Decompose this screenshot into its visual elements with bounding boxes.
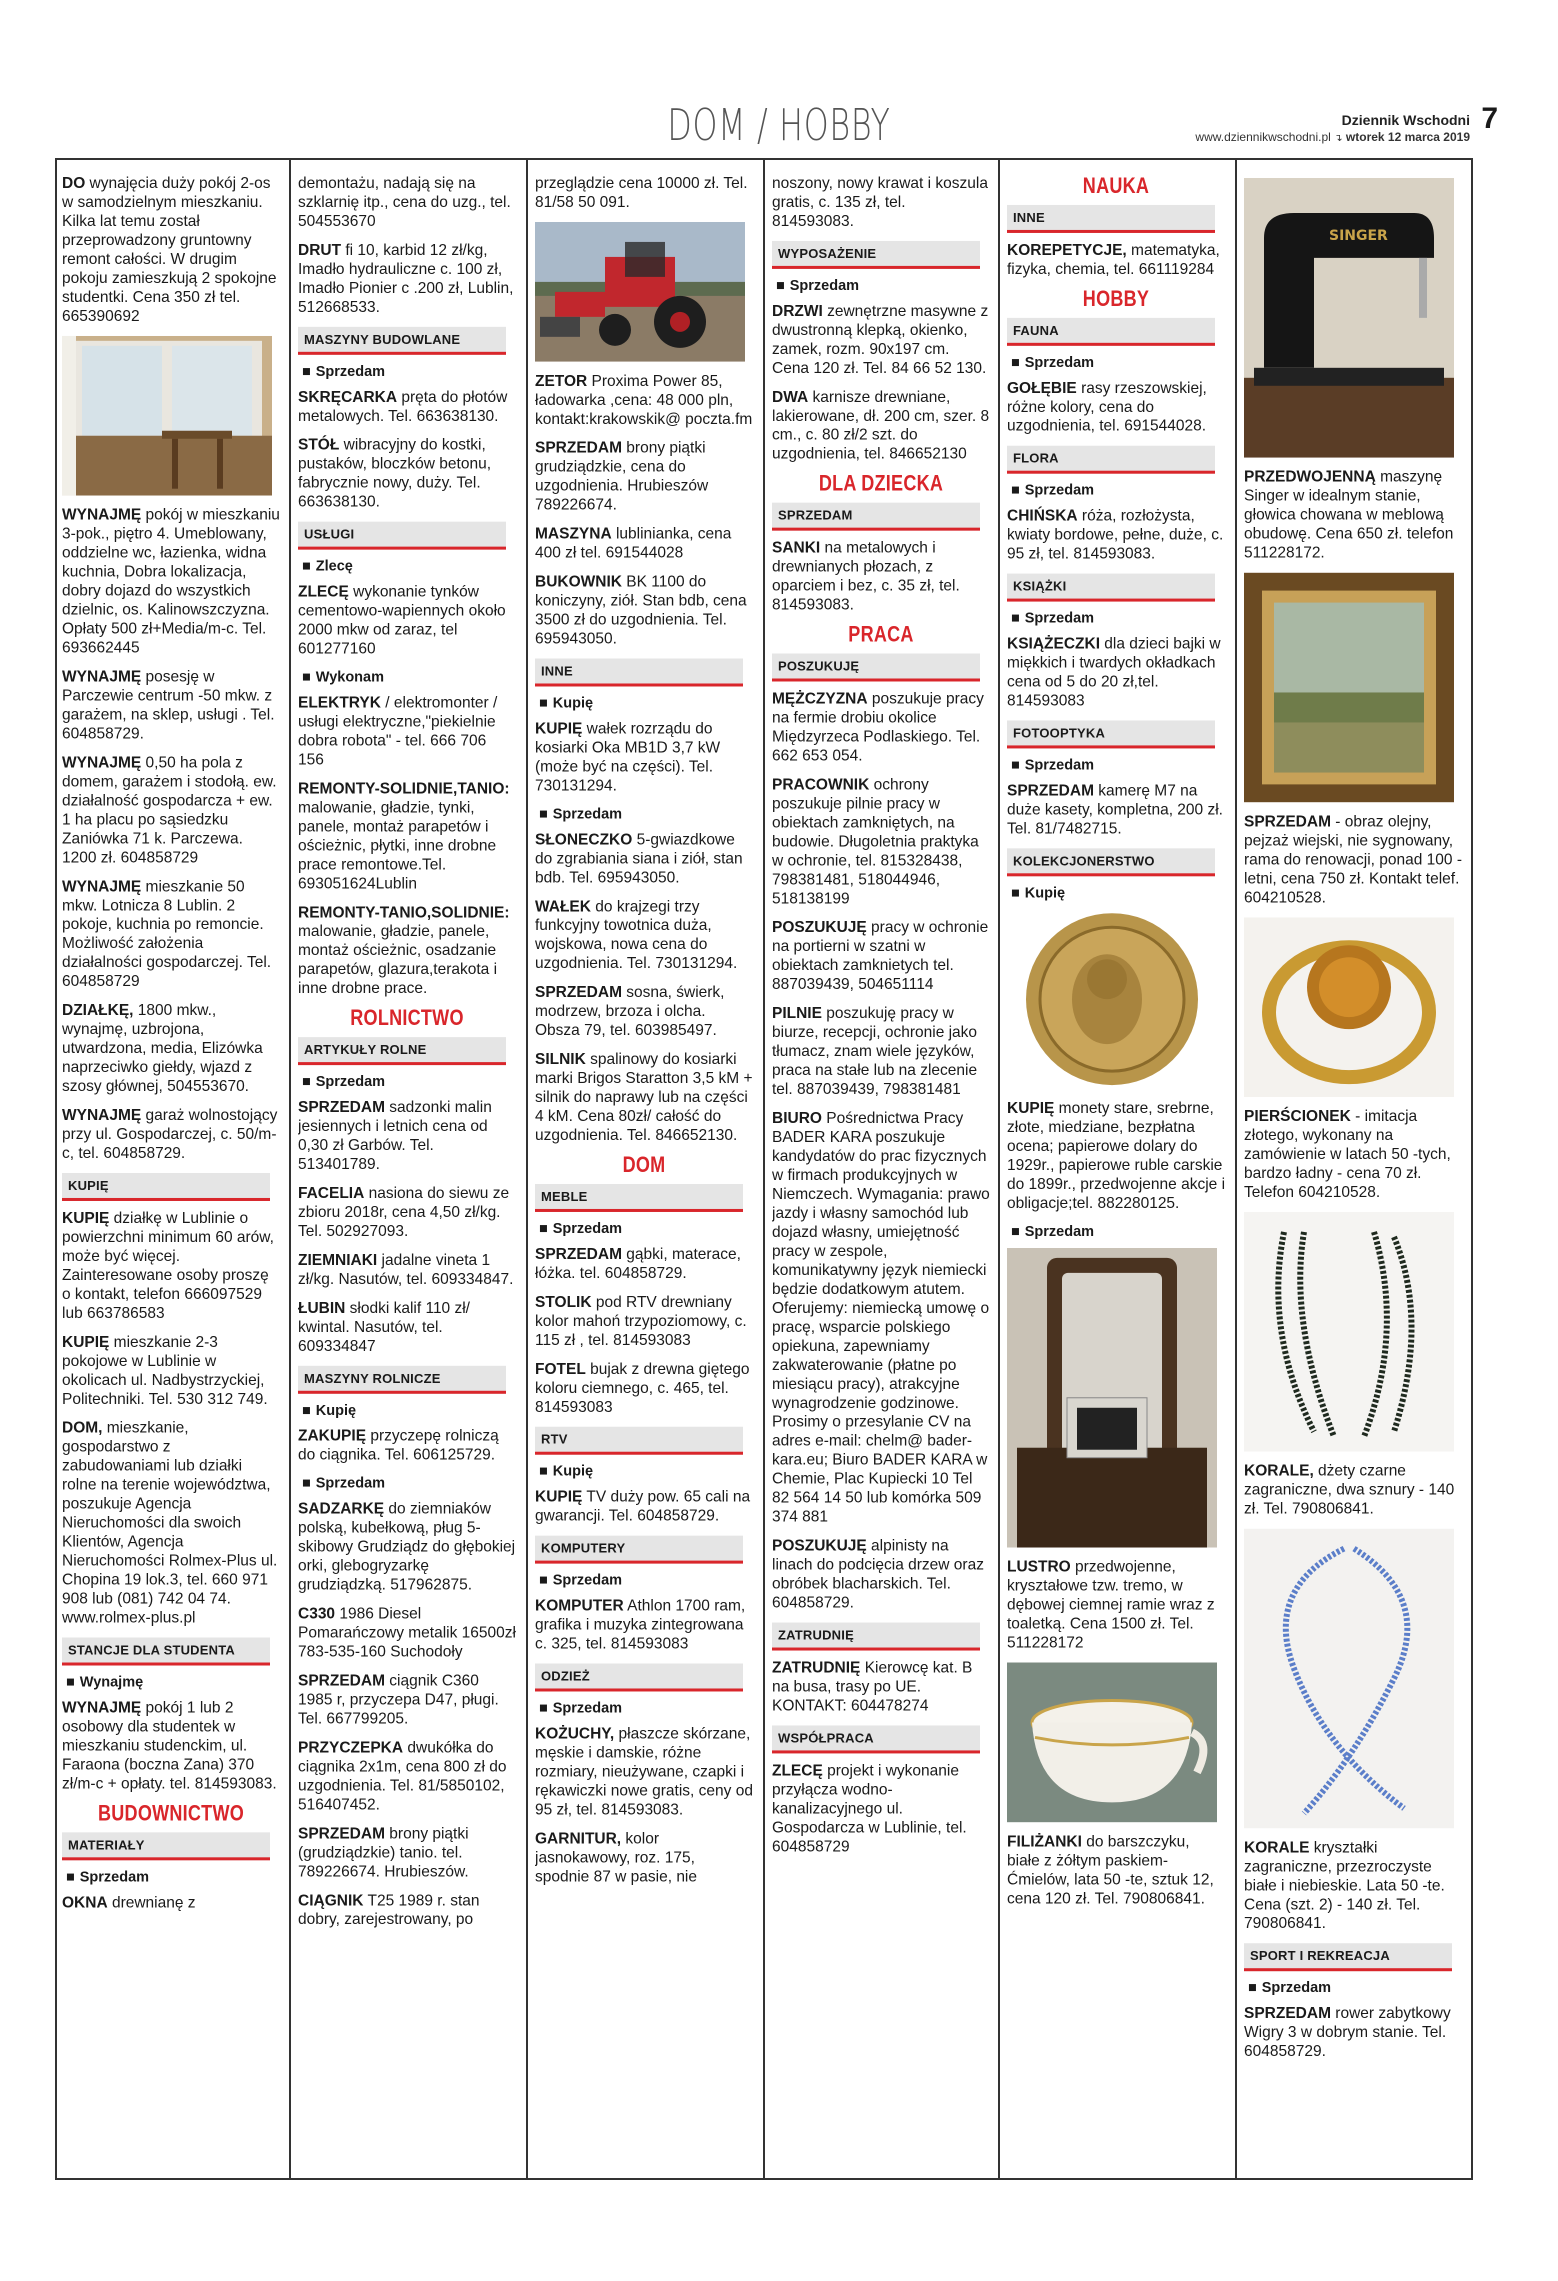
list-item: ZAKUPIĘ przyczepę rolniczą do ciągnika. Tel. 606125729.	[298, 1427, 499, 1464]
list-item: FACELIA nasiona do siewu ze zbioru 2018r, cena 4,50 zł/kg. Tel. 502927093.	[298, 1184, 510, 1240]
list-item: SPRZEDAM sadzonki malin jesiennych i letnich cena od 0,30 zł Garbów. Tel. 513401789.	[298, 1099, 492, 1173]
list-item: PRACOWNIK ochrony poszukuje pilnie pracy w obiektach zamkniętych, na budowie. Długoletnia praktyka w ochronie, tel. 815328438, 798381481, 518044946, 518138199	[772, 776, 979, 908]
tractor-photo	[535, 222, 745, 362]
list-item: ZETOR Proxima Power 85, ładowarka ,cena: 48 000 pln, kontakt:krakowskik@ poczta.fm	[535, 372, 753, 428]
subcategory-label: ■ Sprzedam	[1011, 756, 1225, 775]
column-1	[62, 174, 280, 2172]
list-item: ZLECĘ wykonanie tynków cementowo-wapiennych około 2000 mkw od zaraz, tel 601277160	[298, 583, 506, 658]
column-divider	[289, 160, 291, 2180]
list-item: GOŁĘBIE rasy rzeszowskiej, różne kolory, cena do uzgodnienia, tel. 691544028.	[1007, 379, 1207, 435]
list-item: SPRZEDAM ciągnik C360 1985 r, przyczepa D47, pługi. Tel. 667799205.	[298, 1672, 499, 1728]
list-item: SANKI na metalowych i drewnianych płozach, z oparciem i bez, c. 35 zł, tel. 814593083.	[772, 539, 960, 614]
list-item: KOMPUTER Athlon 1700 ram, grafika i muzyka zintegrowana c. 325, tel. 814593083	[535, 1597, 746, 1653]
subcategory-label: ■ Sprzedam	[539, 805, 753, 824]
subcategory-label: ■ Kupię	[302, 1402, 516, 1421]
category-header: STANCJE DLA STUDENTA	[62, 1638, 270, 1666]
category-header: WSPÓŁPRACA	[772, 1725, 980, 1753]
category-header: MATERIAŁY	[62, 1832, 270, 1860]
category-header: MASZYNY ROLNICZE	[298, 1366, 506, 1394]
subcategory-label: ■ Sprzedam	[1011, 482, 1225, 501]
category-header: POSZUKUJĘ	[772, 654, 980, 682]
column-5	[1007, 174, 1225, 2172]
list-item: DZIAŁKĘ, 1800 mkw., wynajmę, uzbrojona, utwardzona, media, Elizówka naprzeciwko giełdy, wjazd z szosy głównej, 504553670.	[62, 1002, 263, 1096]
column-divider	[526, 160, 528, 2180]
list-item: ŁUBIN słodki kalif 110 zł/ kwintal. Nasutów, tel. 609334847	[298, 1299, 470, 1355]
category-header: MEBLE	[535, 1184, 743, 1212]
list-item: PRZYCZEPKA dwukółka do ciągnika 2x1m, cena 800 zł do uzgodnienia. Tel. 81/5850102, 516407452.	[298, 1739, 507, 1814]
list-item: WYNAJMĘ garaż wolnostojący przy ul. Gospodarczej, c. 50/m-c, tel. 604858729.	[62, 1107, 278, 1163]
list-item: WYNAJMĘ pokój 1 lub 2 osobowy dla studentek w mieszkaniu studenckim, ul. Faraona (boczna Zana) 370 zł/m-c + opłaty. tel. 814593083.	[62, 1699, 277, 1793]
list-item: PRZEDWOJENNĄ maszynę Singer w idealnym stanie, głowica chowana w meblową obudowę. Cena 650 zł. telefon 511228172.	[1244, 468, 1454, 562]
column-divider	[998, 160, 1000, 2180]
category-header: FOTOOPTYKA	[1007, 720, 1215, 748]
category-header: WYPOSAŻENIE	[772, 241, 980, 269]
list-item: FOTEL bujak z drewna giętego koloru ciemnego, c. 465, tel. 814593083	[535, 1360, 750, 1416]
list-item: DRUT fi 10, karbid 12 zł/kg, Imadło hydrauliczne c. 100 zł, Imadło Pionier c .200 zł, Lublin, 512668533.	[298, 241, 514, 316]
list-item: BUKOWNIK BK 1100 do koniczyny, ziół. Stan bdb, cena 3500 zł do uzgodnienia. Tel. 695943050.	[535, 573, 747, 648]
category-header: FLORA	[1007, 446, 1215, 474]
list-item: KUPIĘ monety stare, srebrne, złote, miedziane, bezpłatna ocena; papierowe dolary do 1929r., papierowe ruble carskie do 1899r., przedwojenne akcje i obligacje;tel. 882280125.	[1007, 1100, 1225, 1212]
list-item: SPRZEDAM - obraz olejny, pejzaż wiejski, nie sygnowany, rama do renowacji, ponad 100 - letni, cena 750 zł. Kontakt telef. 604210528.	[1244, 813, 1462, 907]
category-header: ARTYKUŁY ROLNE	[298, 1037, 506, 1065]
issue-date: wtorek 12 marca 2019	[1345, 130, 1470, 144]
subcategory-label: ■ Sprzedam	[539, 1572, 753, 1591]
column-divider	[55, 160, 57, 2180]
column-divider	[1235, 160, 1237, 2180]
list-item: POSZUKUJĘ alpinisty na linach do podcięcia drzew oraz obróbek blacharskich. Tel. 604858729.	[772, 1537, 984, 1612]
subcategory-label: ■ Sprzedam	[1011, 1223, 1225, 1242]
list-item: REMONTY-TANIO,SOLIDNIE: malowanie, gładzie, panele, montaż ościeżnic, osadzanie parapetów, glazura,terakota i inne drobne prace.	[298, 904, 510, 998]
list-item: ZIEMNIAKI jadalne vineta 1 zł/kg. Nasutów, tel. 609334847.	[298, 1251, 514, 1288]
list-item: MĘŻCZYZNA poszukuje pracy na fermie drobiu okolice Międzyrzeca Podlaskiego. Tel. 662 653 054.	[772, 690, 984, 765]
list-item: DWA karnisze drewniane, lakierowane, dł. 200 cm, szer. 8 cm., c. 80 zł/2 szt. do uzgodnienia, tel. 846652130	[772, 388, 990, 463]
list-item: DO wynajęcia duży pokój 2-os w samodzielnym mieszkaniu. Kilka lat temu został przeprowadzony gruntowny remont całości. W drugim pokoju zamieszkują 2 spokojne studentki. Cena 350 zł tel. 665390692	[62, 174, 277, 325]
category-header: USŁUGI	[298, 522, 506, 550]
subcategory-label: ■ Sprzedam	[539, 1220, 753, 1239]
list-item: SKRĘCARKA pręta do płotów metalowych. Tel. 663638130.	[298, 388, 508, 425]
footer-rule	[55, 2178, 1473, 2180]
list-item: GARNITUR, kolor jasnokawowy, roz. 175, spodnie 87 w pasie, nie	[535, 1830, 698, 1886]
list-item: CIĄGNIK T25 1989 r. stan dobry, zarejestrowany, po	[298, 1892, 480, 1929]
list-item: SPRZEDAM sosna, świerk, modrzew, brzoza i olcha. Obsza 79, tel. 603985497.	[535, 984, 725, 1040]
subcategory-label: ■ Kupię	[539, 694, 753, 713]
crystal-beads-photo	[1244, 1529, 1454, 1829]
list-item: KSIĄŻECZKI dla dzieci bajki w miękkich i twardych okładkach cena od 5 do 20 zł,tel. 814593083	[1007, 635, 1221, 710]
list-item: SPRZEDAM kamerę M7 na duże kasety, kompletna, 200 zł. Tel. 81/7482715.	[1007, 782, 1223, 838]
masthead-line: www.dziennikwschodni.pl ↴ wtorek 12 marca 2019	[1195, 130, 1470, 144]
list-item: LUSTRO przedwojenne, kryształowe tzw. tremo, w dębowej ciemnej ramie wraz z toaletką. Cena 1500 zł. Tel. 511228172	[1007, 1558, 1215, 1652]
list-item: SŁONECZKO 5-gwiazdkowe do zgrabiania siana i ziół, stan bdb. Tel. 695943050.	[535, 831, 743, 887]
list-item: WYNAJMĘ pokój w mieszkaniu 3-pok., piętro 4. Umeblowany, oddzielne wc, łazienka, widna kuchnia, Dobra lokalizacja, dobry dojazd do wszystkich dzielnic, os. Kalinowszczyzna. Opłaty 500 zł+Media/m-c. Tel. 693662445	[62, 506, 280, 657]
subcategory-label: ■ Wykonam	[302, 669, 516, 688]
list-item: POSZUKUJĘ pracy w ochronie na portierni w szatni w obiektach zamknietych tel. 887039439, 504651114	[772, 919, 989, 994]
list-item: CHIŃSKA róża, rozłożysta, kwiaty bordowe, pełne, duże, c. 95 zł, tel. 814593083.	[1007, 507, 1224, 563]
coin-photo	[1007, 909, 1217, 1089]
list-item: KUPIĘ wałek rozrządu do kosiarki Oka MB1D 3,7 kW (może być na części). Tel. 730131294.	[535, 720, 721, 795]
room-photo	[62, 336, 272, 496]
column-4	[772, 174, 990, 2172]
singer-logo: SINGER	[1329, 227, 1388, 244]
category-header: KUPIĘ	[62, 1173, 270, 1201]
list-item: KUPIĘ mieszkanie 2-3 pokojowe w Lublinie w okolicach ul. Nadbystrzyckiej, Politechniki. Tel. 530 312 749.	[62, 1333, 268, 1408]
section-heading: NAUKA	[1082, 174, 1150, 198]
list-item: PIERŚCIONEK - imitacja złotego, wykonany na zamówienie w latach 50 -tych, bardzo ładny - cena 70 zł. Telefon 604210528.	[1244, 1108, 1451, 1201]
list-item: WYNAJMĘ posesję w Parczewie centrum -50 mkw. z garażem, na sklep, usługi . Tel. 604858729.	[62, 668, 275, 743]
list-item: przeglądzie cena 10000 zł. Tel. 81/58 50 091.	[535, 174, 748, 211]
subcategory-label: ■ Kupię	[539, 1463, 753, 1482]
subcategory-label: ■ Sprzedam	[302, 1475, 516, 1494]
subcategory-label: ■ Sprzedam	[302, 1073, 516, 1092]
cup-photo	[1007, 1663, 1217, 1823]
list-item: WAŁEK do krajzegi trzy funkcyjny towotnica duża, wojskowa, nowa cena do uzgodnienia. Tel. 730131294.	[535, 898, 738, 973]
list-item: STÓŁ wibracyjny do kostki, pustaków, bloczków betonu, fabrycznie nowy, duży. Tel. 663638130.	[298, 436, 492, 511]
list-item: DOM, mieszkanie, gospodarstwo z zabudowaniami lub działki rolne na terenie województwa, poszukuje Agencja Nieruchomości dla swoich Klientów, Agencja Nieruchomości Rolmex-Plus ul. Chopina 19 lok.3, tel. 660 971 908 lub (081) 742 04 74. www.rolmex-plus.pl	[62, 1419, 278, 1627]
section-heading: PRACA	[848, 621, 914, 647]
subcategory-label: ■ Kupię	[1011, 884, 1225, 903]
mirror-photo	[1007, 1248, 1217, 1548]
list-item: ZLECĘ projekt i wykonanie przyłącza wodno-kanalizacyjnego ul. Gospodarcza w Lublinie, tel. 604858729	[772, 1762, 967, 1856]
category-header: SPORT I REKREACJA	[1244, 1943, 1452, 1971]
ring-photo	[1244, 917, 1454, 1097]
subcategory-label: ■ Sprzedam	[66, 1868, 280, 1887]
list-item: SPRZEDAM brony piątki (grudziądzkie) tanio. tel. 789226674. Hrubieszów.	[298, 1825, 469, 1881]
list-item: SILNIK spalinowy do kosiarki marki Brigos Staratton 3,5 kM + silnik do naprawy lub na części 4 kM. Cena 80zł/ całość do uzgodnienia. Tel. 846652130.	[535, 1051, 753, 1145]
category-header: RTV	[535, 1427, 743, 1455]
category-header: ODZIEŻ	[535, 1664, 743, 1692]
brand-name: Dziennik Wschodni	[1341, 112, 1470, 128]
section-heading: DLA DZIECKA	[818, 470, 944, 496]
category-header: INNE	[535, 659, 743, 687]
list-item: WYNAJMĘ mieszkanie 50 mkw. Lotnicza 8 Lublin. 2 pokoje, kuchnia po remoncie. Możliwość założenia działalności gospodarczej. Tel. 604858729	[62, 878, 272, 991]
category-header: ZATRUDNIĘ	[772, 1623, 980, 1651]
category-header: KOLEKCJONERSTWO	[1007, 848, 1215, 876]
subcategory-label: ■ Wynajmę	[66, 1673, 280, 1692]
painting-photo	[1244, 573, 1454, 803]
black-beads-photo	[1244, 1212, 1454, 1452]
list-item: MASZYNA lublinianka, cena 400 zł tel. 691544028	[535, 525, 732, 562]
category-header: FAUNA	[1007, 318, 1215, 346]
list-item: FILIŻANKI do barszczyku, białe z żółtym paskiem- Ćmielów, lata 50 -te, sztuk 12, cena 120 zł. Tel. 790806841.	[1007, 1833, 1214, 1908]
section-title: DOM / HOBBY	[667, 100, 891, 151]
category-header: INNE	[1007, 205, 1215, 233]
subcategory-label: ■ Sprzedam	[1011, 610, 1225, 629]
list-item: KORALE, dżety czarne zagraniczne, dwa sznury - 140 zł. Tel. 790806841.	[1244, 1462, 1455, 1518]
list-item: KOŻUCHY, płaszcze skórzane, męskie i damskie, różne rozmiary, nieużywane, czapki i rękawiczki nowe gratis, ceny od 95 zł, tel. 814593083.	[535, 1725, 753, 1819]
column-divider	[763, 160, 765, 2180]
list-item: KUPIĘ TV duży pow. 65 cali na gwarancji. Tel. 604858729.	[535, 1488, 751, 1525]
list-item: ZATRUDNIĘ Kierowcę kat. B na busa, trasy po UE. KONTAKT: 604478274	[772, 1659, 973, 1715]
list-item: KOREPETYCJE, matematyka, fizyka, chemia, tel. 661119284	[1007, 241, 1220, 278]
list-item: PILNIE poszukuję pracy w biurze, recepcji, ochronie jako tłumacz, znam wiele języków, praca na stałe lub na zlecenie tel. 887039439, 798381481	[772, 1005, 978, 1099]
column-2	[298, 174, 516, 2172]
column-3	[535, 174, 753, 2172]
subcategory-label: ■ Sprzedam	[539, 1699, 753, 1718]
page-header	[0, 0, 1558, 160]
list-item: noszony, nowy krawat i koszula gratis, c. 135 zł, tel. 814593083.	[772, 174, 988, 230]
list-item: KORALE kryształki zagraniczne, przezroczyste białe i niebieskie. Lata 50 -te. Cena (szt. 2) - 140 zł. Tel. 790806841.	[1244, 1839, 1445, 1933]
list-item: C330 1986 Diesel Pomarańczowy metalik 16500zł 783-535-160 Suchodoły	[298, 1605, 516, 1661]
list-item: SPRZEDAM rower zabytkowy Wigry 3 w dobrym stanie. Tel. 604858729.	[1244, 2005, 1451, 2061]
page-number: 7	[1481, 102, 1498, 135]
list-item: SPRZEDAM brony piątki grudziądzkie, cena do uzgodnienia. Hrubieszów 789226674.	[535, 439, 709, 514]
masthead	[1195, 102, 1498, 144]
list-item: ELEKTRYK / elektromonter / usługi elektryczne,"piekielnie dobra robota" - tel. 666 706 156	[298, 694, 498, 769]
list-item: WYNAJMĘ 0,50 ha pola z domem, garażem i stodołą. ew. działalność gospodarcza + ew. 1 ha placu po sąsiedzku Zaniówka 71 k. Parczewa. 1200 zł. 604858729	[62, 754, 277, 867]
list-item: BIURO Pośrednictwa Pracy BADER KARA poszukuje kandydatów do prac fizycznych w firmach produkcyjnych w Niemczech. Wymagania: prawo jazdy i własny samochód lub dojazd własny, umiejętność pracy w zespole, komunikatywny język niemiecki będzie dodatkowym atutem. Oferujemy: niemiecką umowę o pracę, wsparcie polskiego opiekuna, zapewniamy zakwaterowanie (płatne po miesiącu pracy), atrakcyjne wynagrodzenie godzinowe. Prosimy o przesylanie CV na adres e-mail: chelm@ bader-kara.eu; Biuro BADER KARA w Chemie, Plac Kupiecki 10 Tel 82 564 14 50 lub komórka 509 374 881	[772, 1110, 990, 1526]
subcategory-label: ■ Sprzedam	[1011, 354, 1225, 373]
section-heading: BUDOWNICTWO	[97, 1800, 244, 1826]
subcategory-label: ■ Zlecę	[302, 558, 516, 577]
section-heading: HOBBY	[1082, 285, 1150, 311]
category-header: SPRZEDAM	[772, 503, 980, 531]
list-item: STOLIK pod RTV drewniany kolor mahoń trzypoziomowy, c. 115 zł , tel. 814593083	[535, 1293, 747, 1349]
subcategory-label: ■ Sprzedam	[1248, 1979, 1462, 1998]
category-header: KOMPUTERY	[535, 1536, 743, 1564]
list-item: REMONTY-SOLIDNIE,TANIO: malowanie, gładzie, tynki, panele, montaż parapetów i ościeżnic, płytki, inne drobne prace remontowe.Tel. 693051624Lublin	[298, 780, 510, 893]
website-link[interactable]: www.dziennikwschodni.pl	[1195, 130, 1331, 144]
sewing-machine-photo	[1244, 178, 1454, 458]
column-divider	[1471, 160, 1473, 2180]
list-item: SADZARKĘ do ziemniaków polską, kubełkową, pług 5-skibowy Grudziądz do głębokiej orki, glebogryzarkę grudziądzką. 517962875.	[298, 1500, 516, 1594]
category-header: KSIĄŻKI	[1007, 574, 1215, 602]
list-item: OKNA drewnianę z	[62, 1894, 196, 1912]
column-6	[1244, 174, 1462, 2172]
list-item: SPRZEDAM gąbki, materace, łóżka. tel. 604858729.	[535, 1245, 741, 1282]
section-heading: DOM	[622, 1152, 666, 1177]
subcategory-label: ■ Sprzedam	[302, 363, 516, 382]
list-item: demontażu, nadają się na szklarnię itp., cena do uzg., tel. 504553670	[298, 174, 511, 230]
category-header: MASZYNY BUDOWLANE	[298, 327, 506, 355]
section-heading: ROLNICTWO	[350, 1005, 464, 1031]
list-item: DRZWI zewnętrzne masywne z dwustronną klepką, okienko, zamek, rozm. 90x197 cm. Cena 120 zł. Tel. 84 66 52 130.	[772, 302, 989, 377]
list-item: KUPIĘ działkę w Lublinie o powierzchni minimum 60 arów, może być więcej. Zainteresowane osoby proszę o kontakt, telefon 666097529 lub 663786583	[62, 1209, 274, 1322]
subcategory-label: ■ Sprzedam	[776, 277, 990, 296]
